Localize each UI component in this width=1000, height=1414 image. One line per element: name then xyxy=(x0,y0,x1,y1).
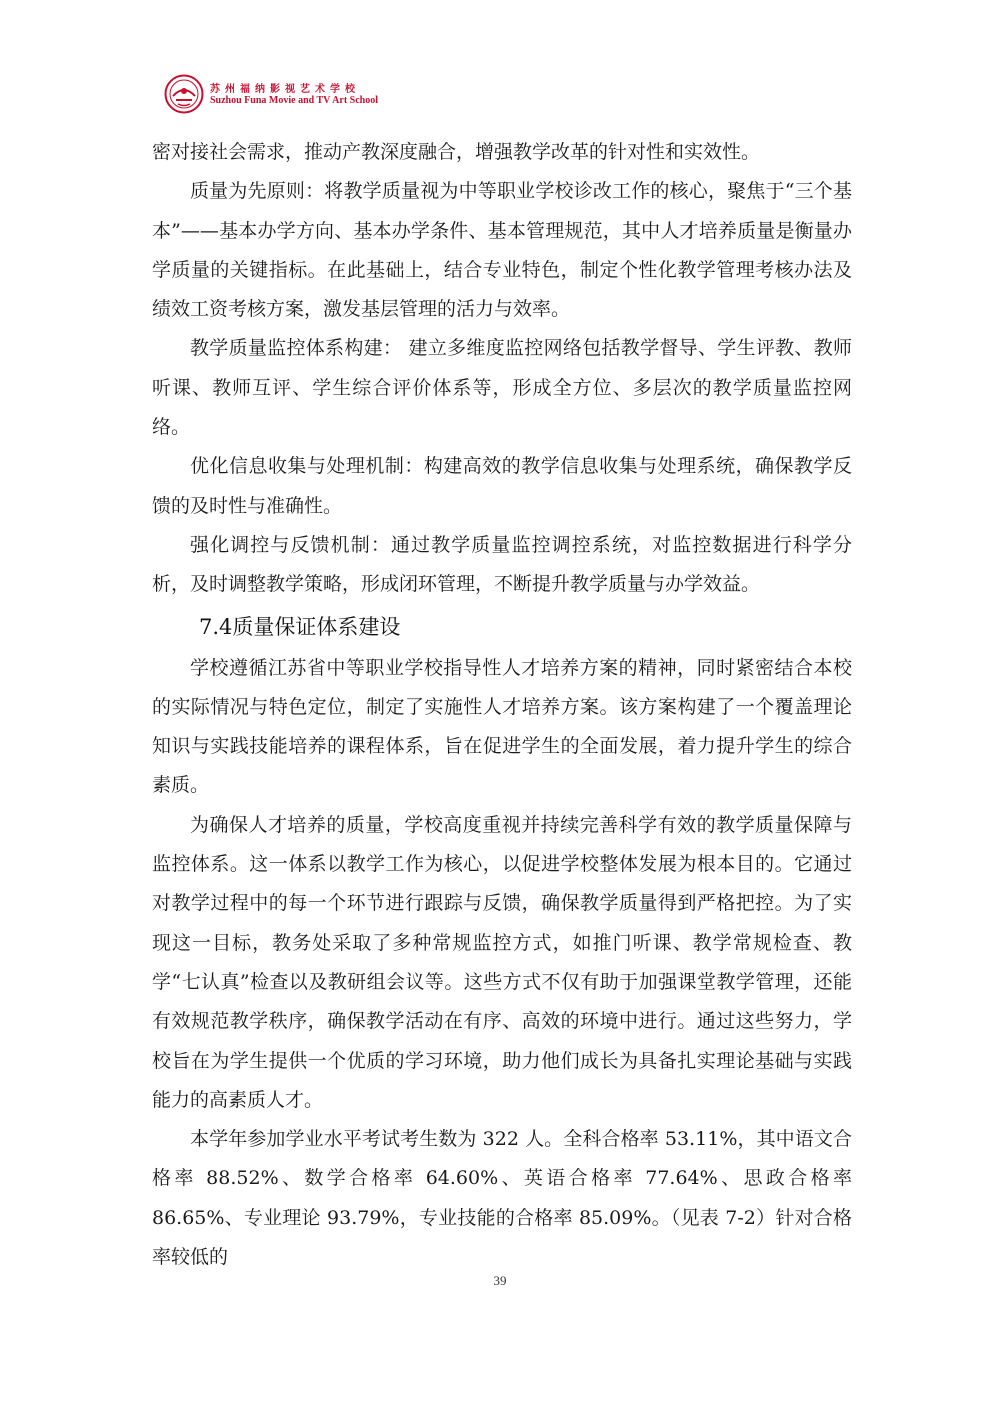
paragraph-continued: 密对接社会需求，推动产教深度融合，增强教学改革的针对性和实效性。 xyxy=(152,141,761,163)
paragraph-quality-first-principle: 质量为先原则：将教学质量视为中等职业学校诊改工作的核心，聚焦于“三个基本”——基本办学方向、基本办学条件、基本管理规范，其中人才培养质量是衡量办学质量的关键指标。在此基础上，结合专业特色，制定个性化教学管理考核办法及绩效工资考核方案，激发基层管理的活力与效率。 xyxy=(152,180,852,321)
paragraph-feedback-mechanism: 强化调控与反馈机制：通过教学质量监控调控系统，对监控数据进行科学分析，及时调整教学策略，形成闭环管理，不断提升教学质量与办学效益。 xyxy=(152,533,852,596)
page-number: 39 xyxy=(493,1273,507,1288)
paragraph-monitoring-system: 教学质量监控体系构建： 建立多维度监控网络包括教学督导、学生评教、教师听课、教师互评、学生综合评价体系等，形成全方位、多层次的教学质量监控网络。 xyxy=(152,337,852,439)
school-name-en: Suzhou Funa Movie and TV Art School xyxy=(210,95,379,106)
paragraph-training-plan: 学校遵循江苏省中等职业学校指导性人才培养方案的精神，同时紧密结合本校的实际情况与特色定位，制定了实施性人才培养方案。该方案构建了一个覆盖理论知识与实践技能培养的课程体系，旨在促进学生的全面发展，着力提升学生的综合素质。 xyxy=(152,656,852,797)
page-content xyxy=(152,133,852,1277)
section-heading: 7.4质量保证体系建设 xyxy=(199,614,401,639)
paragraph-information-mechanism: 优化信息收集与处理机制：构建高效的教学信息收集与处理系统，确保教学反馈的及时性与准确性。 xyxy=(152,455,852,517)
school-name-cn: 苏州福纳影视艺术学校 xyxy=(210,84,360,95)
paragraph-quality-assurance: 为确保人才培养的质量，学校高度重视并持续完善科学有效的教学质量保障与监控体系。这一体系以教学工作为核心，以促进学校整体发展为根本目的。它通过对教学过程中的每一个环节进行跟踪与反馈，确保教学质量得到严格把控。为了实现这一目标，教务处采取了多种常规监控方式，如推门听课、教学常规检查、教学“七认真”检查以及教研组会议等。这些方式不仅有助于加强课堂教学管理，还能有效规范教学秩序，确保教学活动在有序、高效的环境中进行。通过这些努力，学校旨在为学生提供一个优质的学习环境，助力他们成长为具备扎实理论基础与实践能力的高素质人才。 xyxy=(152,813,852,1111)
school-emblem-icon xyxy=(164,74,204,114)
paragraph-exam-results: 本学年参加学业水平考试考生数为 322 人。全科合格率 53.11%，其中语文合格率 88.52%、数学合格率 64.60%、英语合格率 77.64%、思政合格率 86.65%、专业理论 93.79%，专业技能的合格率 85.09%。（见表 7-2）针对合格率较低的 xyxy=(152,1128,852,1269)
